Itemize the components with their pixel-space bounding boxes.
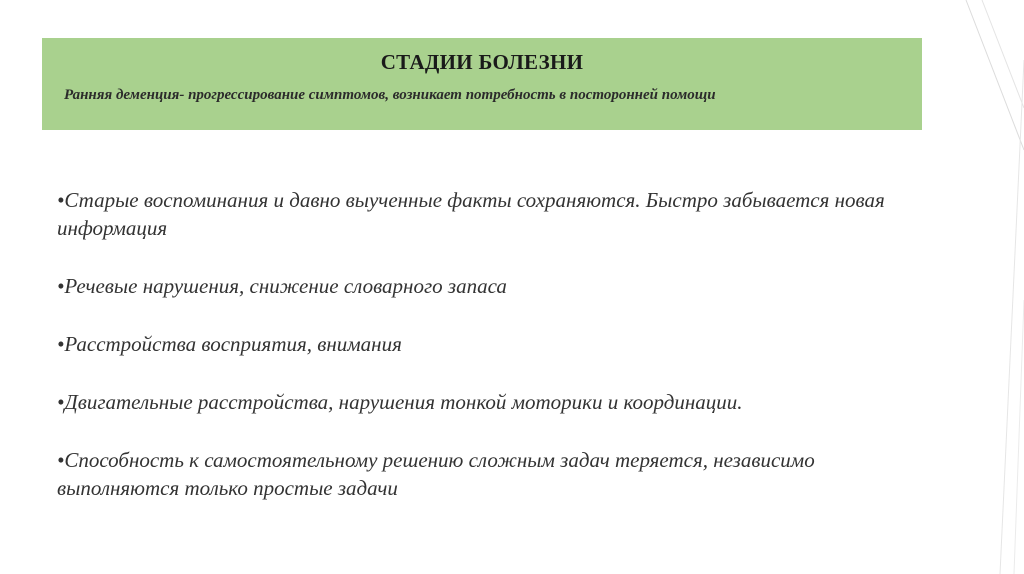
bullet-item: •Способность к самостоятельному решению сложным задач теряется, независимо выполняются только простые задачи bbox=[57, 448, 815, 500]
bullet-item: •Речевые нарушения, снижение словарного запаса bbox=[57, 274, 507, 298]
bullet-item: •Двигательные расстройства, нарушения тонкой моторики и координации. bbox=[57, 390, 743, 414]
decorative-corner-lines bbox=[944, 0, 1024, 574]
bullet-item: •Расстройства восприятия, внимания bbox=[57, 332, 402, 356]
slide-title: СТАДИИ БОЛЕЗНИ bbox=[380, 50, 584, 74]
bullet-list bbox=[57, 186, 927, 532]
bullet-item: •Старые воспоминания и давно выученные факты сохраняются. Быстро забывается новая информация bbox=[57, 188, 885, 240]
title-banner bbox=[42, 38, 922, 130]
slide-subtitle: Ранняя деменция- прогрессирование симптомов, возникает потребность в посторонней помощи bbox=[64, 87, 716, 103]
